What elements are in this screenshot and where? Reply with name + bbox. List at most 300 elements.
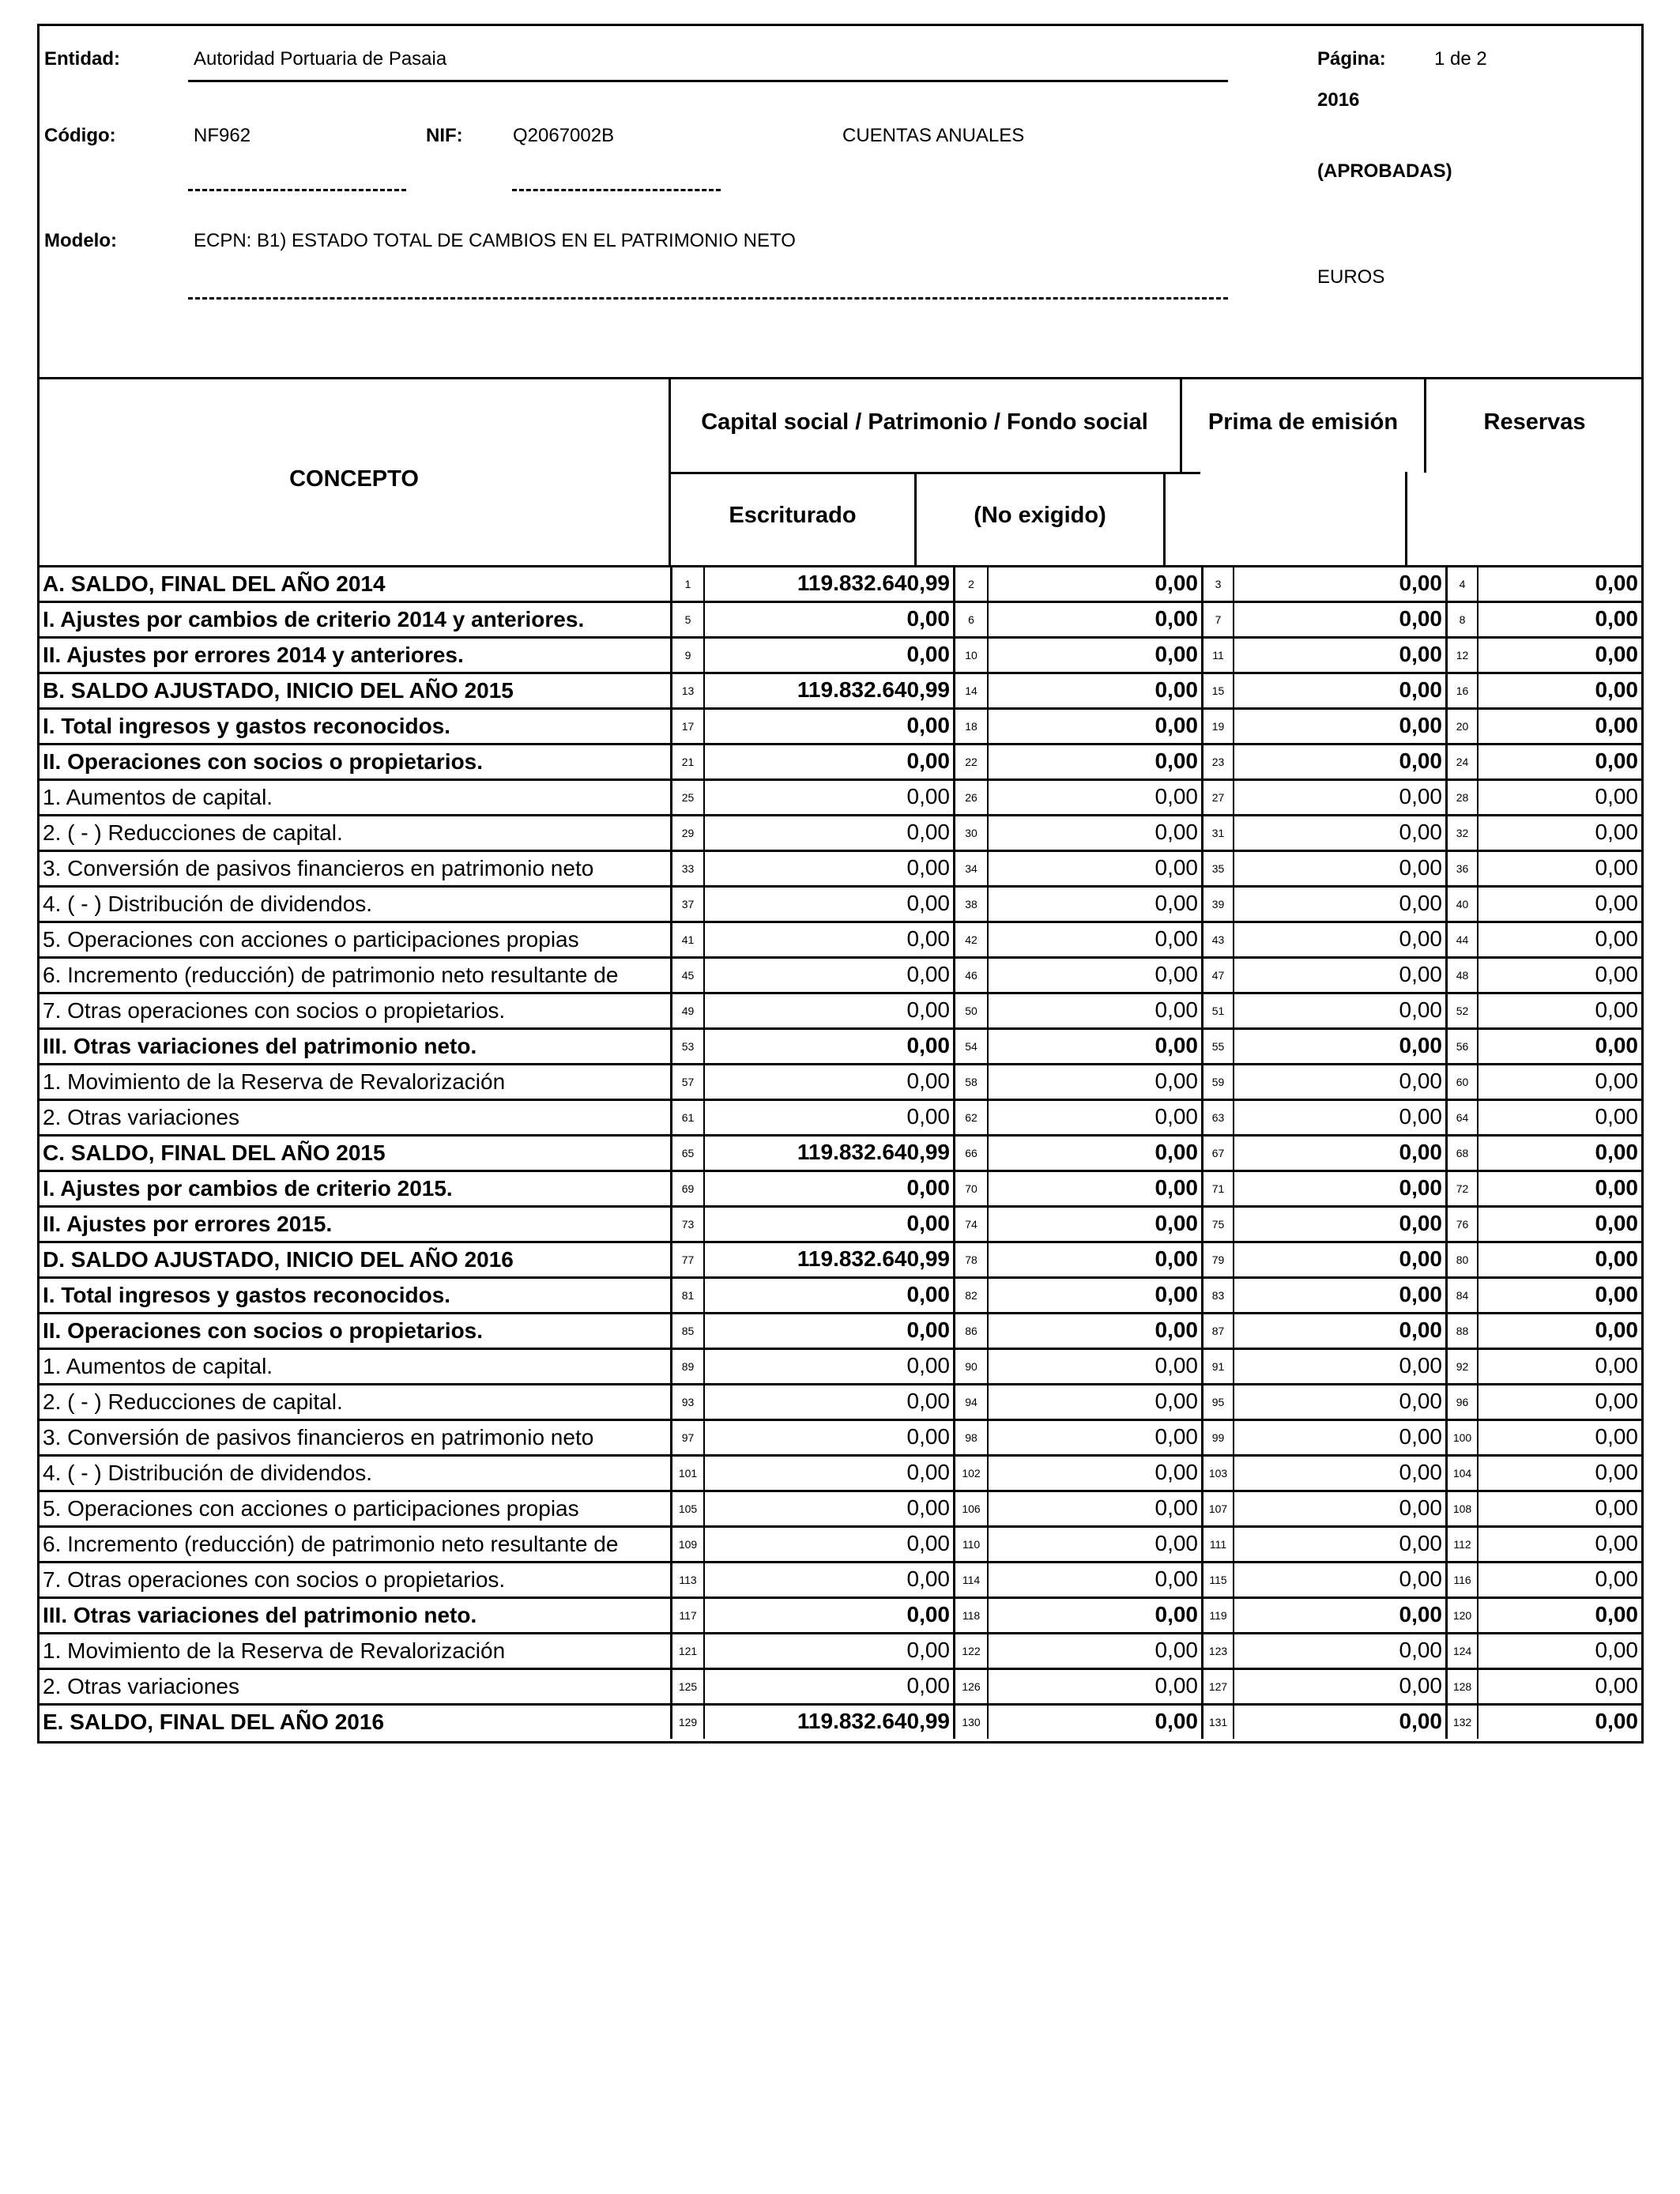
cell-value: 0,00 — [703, 994, 953, 1027]
row-concept: 5. Operaciones con acciones o participaciones propias — [43, 1496, 579, 1521]
no-exigido-header: (No exigido) — [974, 503, 1106, 528]
cell-value: 0,00 — [987, 888, 1201, 921]
cell-value: 0,00 — [987, 1421, 1201, 1454]
cell-number: 53 — [670, 1030, 703, 1063]
cell-value: 0,00 — [1477, 1457, 1641, 1490]
cell-value: 0,00 — [1233, 1350, 1445, 1383]
row-concept: II. Ajustes por errores 2014 y anteriores. — [43, 643, 464, 667]
row-concept: 2. ( - ) Reducciones de capital. — [43, 820, 343, 845]
cell-number: 92 — [1445, 1350, 1477, 1383]
table-row — [40, 1421, 1641, 1457]
row-concept: I. Ajustes por cambios de criterio 2015. — [43, 1176, 453, 1201]
cell-number: 122 — [953, 1634, 987, 1668]
cell-number: 67 — [1201, 1137, 1233, 1170]
cell-value: 0,00 — [1233, 603, 1445, 636]
cell-value: 0,00 — [1233, 1243, 1445, 1276]
cell-number: 71 — [1201, 1172, 1233, 1205]
cell-number: 70 — [953, 1172, 987, 1205]
cell-number: 103 — [1201, 1457, 1233, 1490]
cell-value: 0,00 — [1477, 994, 1641, 1027]
cell-number: 34 — [953, 852, 987, 885]
cell-number: 4 — [1445, 567, 1477, 601]
cell-number: 38 — [953, 888, 987, 921]
row-concept: 7. Otras operaciones con socios o propietarios. — [43, 998, 506, 1023]
row-concept: 1. Aumentos de capital. — [43, 1354, 273, 1378]
cell-number: 105 — [670, 1492, 703, 1525]
cell-value: 0,00 — [987, 1030, 1201, 1063]
cell-value: 0,00 — [1477, 1350, 1641, 1383]
cell-value: 0,00 — [987, 852, 1201, 885]
cell-value: 0,00 — [703, 1457, 953, 1490]
cell-number: 120 — [1445, 1599, 1477, 1632]
cell-number: 10 — [953, 639, 987, 672]
cell-number: 37 — [670, 888, 703, 921]
cell-number: 51 — [1201, 994, 1233, 1027]
cell-number: 35 — [1201, 852, 1233, 885]
table-row — [40, 1314, 1641, 1350]
aprobadas-status: (APROBADAS) — [1317, 160, 1452, 182]
row-concept: 1. Aumentos de capital. — [43, 785, 273, 809]
cell-value: 0,00 — [987, 923, 1201, 956]
table-row — [40, 710, 1641, 745]
cell-value: 0,00 — [987, 1528, 1201, 1561]
cell-number: 88 — [1445, 1314, 1477, 1348]
cell-number: 74 — [953, 1208, 987, 1241]
cell-number: 127 — [1201, 1670, 1233, 1703]
cell-number: 89 — [670, 1350, 703, 1383]
table-row — [40, 816, 1641, 852]
cell-number: 29 — [670, 816, 703, 850]
prima-header: Prima de emisión — [1207, 409, 1399, 435]
table-row — [40, 567, 1641, 603]
cell-number: 80 — [1445, 1243, 1477, 1276]
cell-value: 0,00 — [703, 888, 953, 921]
cell-value: 0,00 — [703, 1065, 953, 1099]
cell-value: 0,00 — [987, 1457, 1201, 1490]
table-row — [40, 1670, 1641, 1706]
table-body — [40, 567, 1641, 1741]
cell-number: 91 — [1201, 1350, 1233, 1383]
table-row — [40, 674, 1641, 710]
reservas-header: Reservas — [1483, 409, 1586, 435]
cell-number: 23 — [1201, 745, 1233, 778]
cell-value: 0,00 — [1233, 923, 1445, 956]
cell-number: 22 — [953, 745, 987, 778]
cell-value: 0,00 — [1477, 1172, 1641, 1205]
cell-number: 31 — [1201, 816, 1233, 850]
cell-number: 54 — [953, 1030, 987, 1063]
cell-value: 0,00 — [1477, 1314, 1641, 1348]
table-row — [40, 1457, 1641, 1492]
cell-number: 117 — [670, 1599, 703, 1632]
cell-number: 111 — [1201, 1528, 1233, 1561]
cell-number: 27 — [1201, 781, 1233, 814]
cell-value: 0,00 — [1477, 1421, 1641, 1454]
row-concept: 5. Operaciones con acciones o participaciones propias — [43, 927, 579, 952]
cell-value: 0,00 — [1477, 1279, 1641, 1312]
table-row — [40, 1528, 1641, 1563]
cell-number: 130 — [953, 1706, 987, 1739]
cell-value: 0,00 — [987, 1101, 1201, 1134]
table-row — [40, 781, 1641, 816]
cell-number: 41 — [670, 923, 703, 956]
cell-number: 39 — [1201, 888, 1233, 921]
cell-value: 0,00 — [703, 781, 953, 814]
entidad-label: Entidad: — [44, 48, 120, 70]
cell-number: 99 — [1201, 1421, 1233, 1454]
row-concept: 4. ( - ) Distribución de dividendos. — [43, 892, 373, 916]
cell-value: 0,00 — [1233, 888, 1445, 921]
cell-number: 28 — [1445, 781, 1477, 814]
cell-number: 129 — [670, 1706, 703, 1739]
cell-number: 42 — [953, 923, 987, 956]
cell-value: 0,00 — [1233, 1457, 1445, 1490]
cell-value: 0,00 — [1477, 781, 1641, 814]
cell-value: 0,00 — [703, 1421, 953, 1454]
cell-number: 75 — [1201, 1208, 1233, 1241]
cell-value: 0,00 — [703, 959, 953, 992]
cell-value: 119.832.640,99 — [703, 567, 953, 601]
cell-value: 0,00 — [1233, 674, 1445, 707]
cell-value: 0,00 — [987, 1385, 1201, 1419]
table-row — [40, 1208, 1641, 1243]
table-header — [40, 379, 1641, 567]
cell-number: 72 — [1445, 1172, 1477, 1205]
cell-number: 85 — [670, 1314, 703, 1348]
codigo-label: Código: — [44, 125, 116, 146]
table-row — [40, 745, 1641, 781]
cell-value: 0,00 — [1477, 1065, 1641, 1099]
cell-value: 0,00 — [1477, 852, 1641, 885]
cell-value: 0,00 — [1233, 1385, 1445, 1419]
cell-number: 18 — [953, 710, 987, 743]
cell-number: 126 — [953, 1670, 987, 1703]
cell-value: 0,00 — [703, 816, 953, 850]
cell-value: 0,00 — [1233, 1706, 1445, 1739]
row-concept: I. Ajustes por cambios de criterio 2014 y anteriores. — [43, 607, 585, 631]
nif-dashline — [512, 189, 721, 191]
cell-number: 73 — [670, 1208, 703, 1241]
cell-number: 49 — [670, 994, 703, 1027]
cell-value: 0,00 — [703, 1314, 953, 1348]
row-concept: III. Otras variaciones del patrimonio neto. — [43, 1603, 477, 1627]
cell-value: 0,00 — [1233, 1137, 1445, 1170]
pagina-value: 1 de 2 — [1434, 48, 1487, 70]
cell-number: 110 — [953, 1528, 987, 1561]
cell-number: 32 — [1445, 816, 1477, 850]
cell-value: 0,00 — [1233, 1599, 1445, 1632]
cell-number: 57 — [670, 1065, 703, 1099]
cell-value: 0,00 — [1233, 1101, 1445, 1134]
cell-number: 55 — [1201, 1030, 1233, 1063]
cell-number: 36 — [1445, 852, 1477, 885]
cell-number: 3 — [1201, 567, 1233, 601]
row-concept: 7. Otras operaciones con socios o propietarios. — [43, 1567, 506, 1592]
cell-value: 0,00 — [1233, 1208, 1445, 1241]
cell-value: 0,00 — [703, 745, 953, 778]
cell-number: 112 — [1445, 1528, 1477, 1561]
cell-value: 119.832.640,99 — [703, 674, 953, 707]
cell-number: 48 — [1445, 959, 1477, 992]
cell-number: 69 — [670, 1172, 703, 1205]
row-concept: II. Operaciones con socios o propietarios. — [43, 749, 484, 774]
cell-number: 131 — [1201, 1706, 1233, 1739]
cell-number: 43 — [1201, 923, 1233, 956]
row-concept: 2. Otras variaciones — [43, 1674, 239, 1698]
cell-value: 0,00 — [1477, 1528, 1641, 1561]
table-row — [40, 603, 1641, 639]
cell-value: 0,00 — [703, 1208, 953, 1241]
cell-number: 108 — [1445, 1492, 1477, 1525]
row-concept: I. Total ingresos y gastos reconocidos. — [43, 1283, 451, 1307]
cell-value: 0,00 — [1477, 1670, 1641, 1703]
cell-value: 0,00 — [703, 1101, 953, 1134]
cell-value: 0,00 — [703, 1634, 953, 1668]
row-concept: 3. Conversión de pasivos financieros en patrimonio neto — [43, 856, 594, 880]
cell-value: 0,00 — [1233, 567, 1445, 601]
table-row — [40, 1706, 1641, 1741]
cell-number: 20 — [1445, 710, 1477, 743]
cell-number: 16 — [1445, 674, 1477, 707]
row-concept: 6. Incremento (reducción) de patrimonio neto resultante de — [43, 963, 619, 987]
cell-number: 132 — [1445, 1706, 1477, 1739]
table-row — [40, 923, 1641, 959]
cell-value: 0,00 — [703, 1279, 953, 1312]
cell-value: 0,00 — [987, 959, 1201, 992]
cell-number: 79 — [1201, 1243, 1233, 1276]
cell-number: 12 — [1445, 639, 1477, 672]
row-concept: II. Operaciones con socios o propietarios. — [43, 1318, 484, 1343]
cell-number: 52 — [1445, 994, 1477, 1027]
concepto-header: CONCEPTO — [289, 466, 419, 492]
row-concept: 1. Movimiento de la Reserva de Revalorización — [43, 1069, 506, 1094]
cell-value: 0,00 — [703, 1563, 953, 1596]
cell-number: 82 — [953, 1279, 987, 1312]
cell-value: 0,00 — [1233, 852, 1445, 885]
cell-value: 0,00 — [1233, 1065, 1445, 1099]
cell-number: 90 — [953, 1350, 987, 1383]
table-row — [40, 1563, 1641, 1599]
cell-value: 0,00 — [987, 1492, 1201, 1525]
cell-value: 0,00 — [1477, 639, 1641, 672]
cell-number: 96 — [1445, 1385, 1477, 1419]
cell-number: 76 — [1445, 1208, 1477, 1241]
cell-value: 119.832.640,99 — [703, 1137, 953, 1170]
cell-number: 128 — [1445, 1670, 1477, 1703]
cell-number: 84 — [1445, 1279, 1477, 1312]
cell-number: 115 — [1201, 1563, 1233, 1596]
cell-number: 95 — [1201, 1385, 1233, 1419]
cell-value: 119.832.640,99 — [703, 1706, 953, 1739]
cell-value: 0,00 — [987, 1172, 1201, 1205]
cell-value: 0,00 — [1233, 745, 1445, 778]
cell-value: 0,00 — [1233, 1172, 1445, 1205]
row-concept: 2. ( - ) Reducciones de capital. — [43, 1389, 343, 1414]
cell-number: 114 — [953, 1563, 987, 1596]
table-row — [40, 1350, 1641, 1385]
table-row — [40, 1137, 1641, 1172]
table-row — [40, 1599, 1641, 1634]
cell-value: 0,00 — [1477, 674, 1641, 707]
cell-value: 0,00 — [987, 1599, 1201, 1632]
document-header — [37, 24, 1644, 377]
cell-value: 0,00 — [987, 710, 1201, 743]
cell-value: 0,00 — [1477, 888, 1641, 921]
row-concept: C. SALDO, FINAL DEL AÑO 2015 — [43, 1140, 386, 1165]
nif-label: NIF: — [426, 125, 463, 146]
cell-number: 94 — [953, 1385, 987, 1419]
row-concept: A. SALDO, FINAL DEL AÑO 2014 — [43, 571, 386, 596]
cell-number: 40 — [1445, 888, 1477, 921]
cell-value: 0,00 — [1233, 1670, 1445, 1703]
cell-value: 0,00 — [987, 1208, 1201, 1241]
cell-value: 0,00 — [1233, 994, 1445, 1027]
cell-number: 5 — [670, 603, 703, 636]
cell-value: 0,00 — [703, 1172, 953, 1205]
cell-value: 0,00 — [1477, 1208, 1641, 1241]
cell-number: 25 — [670, 781, 703, 814]
nif-value: Q2067002B — [513, 125, 615, 146]
cell-number: 118 — [953, 1599, 987, 1632]
cell-number: 15 — [1201, 674, 1233, 707]
cell-value: 0,00 — [987, 781, 1201, 814]
codigo-value: NF962 — [194, 125, 251, 146]
cell-value: 0,00 — [1233, 781, 1445, 814]
currency-label: EUROS — [1317, 266, 1385, 288]
cell-number: 2 — [953, 567, 987, 601]
cell-value: 0,00 — [987, 1563, 1201, 1596]
cell-value: 0,00 — [1477, 1030, 1641, 1063]
modelo-value: ECPN: B1) ESTADO TOTAL DE CAMBIOS EN EL PATRIMONIO NETO — [194, 230, 796, 251]
cell-value: 0,00 — [1477, 1137, 1641, 1170]
cell-number: 63 — [1201, 1101, 1233, 1134]
cell-value: 119.832.640,99 — [703, 1243, 953, 1276]
cell-number: 30 — [953, 816, 987, 850]
cell-value: 0,00 — [1233, 1492, 1445, 1525]
table-row — [40, 994, 1641, 1030]
cell-value: 0,00 — [1477, 1599, 1641, 1632]
cell-value: 0,00 — [1477, 1706, 1641, 1739]
cell-value: 0,00 — [1233, 710, 1445, 743]
escriturado-header: Escriturado — [729, 503, 857, 528]
cell-value: 0,00 — [1477, 567, 1641, 601]
row-concept: 6. Incremento (reducción) de patrimonio neto resultante de — [43, 1532, 619, 1556]
cell-number: 65 — [670, 1137, 703, 1170]
cell-value: 0,00 — [703, 1670, 953, 1703]
capital-group-header: Capital social / Patrimonio / Fondo social — [701, 409, 1148, 435]
cell-value: 0,00 — [703, 1599, 953, 1632]
cell-number: 46 — [953, 959, 987, 992]
row-concept: E. SALDO, FINAL DEL AÑO 2016 — [43, 1710, 385, 1734]
cell-number: 106 — [953, 1492, 987, 1525]
cell-value: 0,00 — [1477, 603, 1641, 636]
table-row — [40, 1492, 1641, 1528]
cell-number: 24 — [1445, 745, 1477, 778]
cell-number: 116 — [1445, 1563, 1477, 1596]
table-row — [40, 959, 1641, 994]
cell-number: 14 — [953, 674, 987, 707]
cell-value: 0,00 — [987, 1634, 1201, 1668]
cell-number: 86 — [953, 1314, 987, 1348]
row-concept: D. SALDO AJUSTADO, INICIO DEL AÑO 2016 — [43, 1247, 514, 1272]
cell-value: 0,00 — [1477, 816, 1641, 850]
cell-value: 0,00 — [1233, 1030, 1445, 1063]
patrimonio-table — [37, 377, 1644, 1744]
table-row — [40, 852, 1641, 888]
cell-value: 0,00 — [987, 1243, 1201, 1276]
table-row — [40, 1279, 1641, 1314]
modelo-dashline — [188, 297, 1228, 300]
cell-number: 93 — [670, 1385, 703, 1419]
cell-value: 0,00 — [987, 1279, 1201, 1312]
table-row — [40, 1172, 1641, 1208]
cell-number: 61 — [670, 1101, 703, 1134]
cuentas-anuales: CUENTAS ANUALES — [842, 125, 1025, 146]
cell-value: 0,00 — [987, 1350, 1201, 1383]
cell-number: 47 — [1201, 959, 1233, 992]
cell-number: 77 — [670, 1243, 703, 1276]
cell-value: 0,00 — [987, 639, 1201, 672]
cell-number: 50 — [953, 994, 987, 1027]
cell-number: 101 — [670, 1457, 703, 1490]
cell-value: 0,00 — [1477, 1243, 1641, 1276]
cell-value: 0,00 — [987, 1065, 1201, 1099]
cell-number: 7 — [1201, 603, 1233, 636]
cell-value: 0,00 — [987, 816, 1201, 850]
table-row — [40, 1101, 1641, 1137]
table-row — [40, 888, 1641, 923]
cell-number: 44 — [1445, 923, 1477, 956]
cell-value: 0,00 — [1477, 959, 1641, 992]
cell-number: 56 — [1445, 1030, 1477, 1063]
cell-number: 123 — [1201, 1634, 1233, 1668]
cell-value: 0,00 — [987, 567, 1201, 601]
cell-number: 104 — [1445, 1457, 1477, 1490]
cell-value: 0,00 — [703, 603, 953, 636]
cell-value: 0,00 — [987, 603, 1201, 636]
cell-value: 0,00 — [1233, 1421, 1445, 1454]
row-concept: I. Total ingresos y gastos reconocidos. — [43, 714, 451, 738]
cell-value: 0,00 — [703, 852, 953, 885]
cell-value: 0,00 — [703, 1385, 953, 1419]
cell-number: 58 — [953, 1065, 987, 1099]
cell-value: 0,00 — [1233, 1634, 1445, 1668]
cell-number: 81 — [670, 1279, 703, 1312]
cell-number: 124 — [1445, 1634, 1477, 1668]
table-row — [40, 1634, 1641, 1670]
entidad-value: Autoridad Portuaria de Pasaia — [194, 48, 447, 70]
cell-value: 0,00 — [1233, 959, 1445, 992]
cell-number: 21 — [670, 745, 703, 778]
row-concept: 3. Conversión de pasivos financieros en patrimonio neto — [43, 1425, 594, 1449]
cell-value: 0,00 — [703, 639, 953, 672]
cell-value: 0,00 — [987, 1314, 1201, 1348]
cell-number: 68 — [1445, 1137, 1477, 1170]
cell-number: 13 — [670, 674, 703, 707]
cell-value: 0,00 — [1477, 1101, 1641, 1134]
cell-number: 17 — [670, 710, 703, 743]
cell-value: 0,00 — [987, 1670, 1201, 1703]
cell-number: 62 — [953, 1101, 987, 1134]
cell-number: 78 — [953, 1243, 987, 1276]
cell-value: 0,00 — [703, 1350, 953, 1383]
cell-value: 0,00 — [1477, 745, 1641, 778]
cell-value: 0,00 — [1233, 1528, 1445, 1561]
codigo-dashline — [188, 189, 406, 191]
cell-value: 0,00 — [703, 1528, 953, 1561]
table-row — [40, 1243, 1641, 1279]
cell-value: 0,00 — [987, 1137, 1201, 1170]
